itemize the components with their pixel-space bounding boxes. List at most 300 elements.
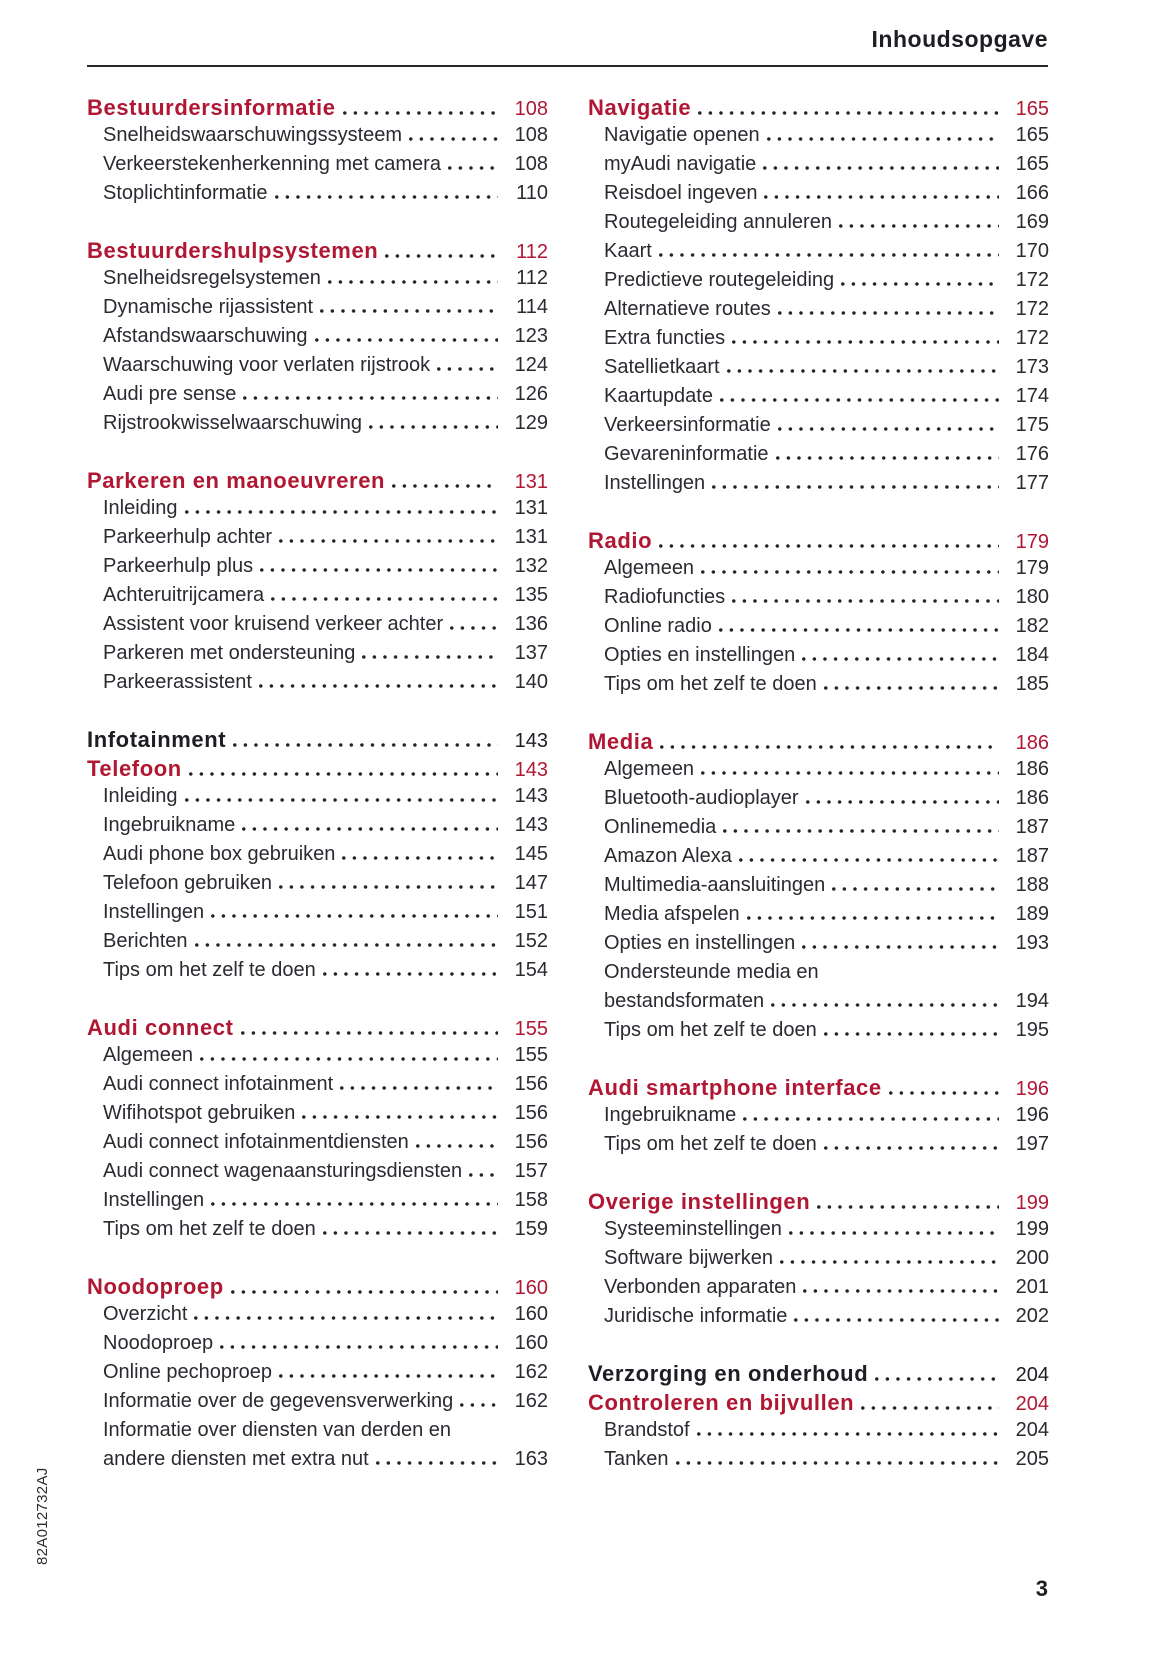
toc-entry <box>87 1073 548 1102</box>
page-header <box>87 26 1048 67</box>
toc-entry <box>87 1044 548 1073</box>
toc-entry-page: 187 <box>1015 845 1049 867</box>
toc-entry-label: Audi pre sense <box>103 383 237 405</box>
toc-entry-page: 187 <box>1015 816 1049 838</box>
dot-leader <box>242 827 498 831</box>
toc-entry-page: 154 <box>514 959 548 981</box>
toc-entry-page: 123 <box>514 325 548 347</box>
toc-entry <box>588 816 1049 845</box>
toc-entry <box>87 642 548 671</box>
toc-entry-page: 188 <box>1015 874 1049 896</box>
toc-section-title: Telefoon <box>87 756 182 781</box>
toc-entry-label: Amazon Alexa <box>604 845 732 867</box>
toc-entry-page: 177 <box>1015 472 1049 494</box>
dot-leader <box>409 137 498 141</box>
toc-section-title: Bestuurdershulpsystemen <box>87 238 379 263</box>
toc-columns <box>87 95 1048 1477</box>
dot-leader <box>701 771 999 775</box>
toc-entry-label: Onlinemedia <box>604 816 717 838</box>
toc-entry <box>588 758 1049 787</box>
dot-leader <box>778 427 999 431</box>
dot-leader <box>720 398 999 402</box>
toc-entry-page: 165 <box>1015 124 1049 146</box>
toc-entry <box>588 845 1049 874</box>
dot-leader <box>763 166 999 170</box>
toc-entry-label: Media afspelen <box>604 903 740 925</box>
toc-entry-label: Gevareninformatie <box>604 443 769 465</box>
toc-section-header <box>87 238 548 267</box>
toc-entry-page: 151 <box>514 901 548 923</box>
toc-section-bestuurdersinformatie <box>87 95 548 211</box>
toc-entry-page: 202 <box>1015 1305 1049 1327</box>
toc-entry <box>87 1102 548 1131</box>
toc-entry <box>588 1305 1049 1334</box>
toc-entry-page: 204 <box>1015 1419 1049 1441</box>
toc-entry-label: Parkeren met ondersteuning <box>103 642 356 664</box>
toc-entry-label: Noodoproep <box>103 1332 214 1354</box>
dot-leader <box>185 510 498 514</box>
toc-section-title: Navigatie <box>588 95 692 120</box>
toc-entry-label: Juridische informatie <box>604 1305 788 1327</box>
dot-leader <box>780 1260 999 1264</box>
dot-leader <box>832 887 999 891</box>
toc-entry-page: 165 <box>1015 153 1049 175</box>
dot-leader <box>889 1091 999 1095</box>
toc-entry <box>588 327 1049 356</box>
toc-entry <box>87 814 548 843</box>
toc-entry-page: 176 <box>1015 443 1049 465</box>
toc-entry-page: 156 <box>514 1102 548 1124</box>
toc-section-header <box>588 1390 1049 1419</box>
dot-leader <box>743 1117 999 1121</box>
toc-entry-label: andere diensten met extra nut <box>103 1448 369 1470</box>
toc-entry-page: 147 <box>514 872 548 894</box>
toc-entry-page: 156 <box>514 1073 548 1095</box>
toc-column-left <box>87 95 548 1477</box>
dot-leader <box>701 570 999 574</box>
toc-entry <box>87 296 548 325</box>
toc-entry <box>87 1361 548 1390</box>
toc-entry-label: Kaartupdate <box>604 385 713 407</box>
toc-entry-page: 108 <box>514 153 548 175</box>
toc-section-header <box>588 528 1049 557</box>
toc-entry-page: 163 <box>514 1448 548 1470</box>
toc-entry-label: Inleiding <box>103 785 178 807</box>
toc-section-title: Radio <box>588 528 653 553</box>
toc-entry <box>87 901 548 930</box>
toc-entry-label: Informatie over de gegevensverwerking <box>103 1390 454 1412</box>
dot-leader <box>416 1144 498 1148</box>
toc-entry-label: Inleiding <box>103 497 178 519</box>
toc-entry-page: 197 <box>1015 1133 1049 1155</box>
dot-leader <box>767 137 999 141</box>
toc-section-header <box>588 729 1049 758</box>
toc-section-title: Infotainment <box>87 727 227 752</box>
toc-entry <box>87 1419 548 1448</box>
toc-entry-page: 166 <box>1015 182 1049 204</box>
dot-leader <box>279 885 498 889</box>
toc-entry-label: Waarschuwing voor verlaten rijstrook <box>103 354 431 376</box>
toc-entry-label: Ingebruikname <box>604 1104 737 1126</box>
toc-entry <box>87 383 548 412</box>
toc-entry-label: Wifihotspot gebruiken <box>103 1102 296 1124</box>
toc-entry-page: 172 <box>1015 327 1049 349</box>
toc-entry-page: 110 <box>516 182 548 204</box>
toc-entry <box>588 1133 1049 1162</box>
toc-entry <box>588 414 1049 443</box>
dot-leader <box>794 1318 999 1322</box>
toc-section-parkeren-en-manoeuvreren <box>87 468 548 700</box>
dot-leader <box>841 282 999 286</box>
toc-entry-label: Opties en instellingen <box>604 932 796 954</box>
toc-entry-page: 186 <box>1015 787 1049 809</box>
toc-entry-label: Afstandswaarschuwing <box>103 325 308 347</box>
toc-entry <box>588 240 1049 269</box>
toc-entry-label: Satellietkaart <box>604 356 720 378</box>
toc-entry-label: Berichten <box>103 930 188 952</box>
dot-leader <box>824 686 999 690</box>
toc-entry-page: 194 <box>1015 990 1049 1012</box>
dot-leader <box>806 800 999 804</box>
toc-entry <box>588 903 1049 932</box>
toc-entry-label: Tips om het zelf te doen <box>103 959 316 981</box>
dot-leader <box>712 485 999 489</box>
toc-section-header <box>588 95 1049 124</box>
toc-entry-label: Snelheidswaarschuwingssysteem <box>103 124 403 146</box>
toc-entry <box>588 211 1049 240</box>
toc-entry-label: Instellingen <box>103 1189 205 1211</box>
toc-entry-label: Brandstof <box>604 1419 690 1441</box>
toc-section-page: 196 <box>1015 1078 1049 1100</box>
toc-entry-label: Algemeen <box>604 557 695 579</box>
dot-leader <box>824 1146 999 1150</box>
toc-entry-page: 173 <box>1015 356 1049 378</box>
toc-entry <box>87 1448 548 1477</box>
toc-entry <box>588 1247 1049 1276</box>
toc-entry-label: Tips om het zelf te doen <box>103 1218 316 1240</box>
dot-leader <box>302 1115 498 1119</box>
toc-entry-label: Informatie over diensten van derden en <box>103 1419 451 1441</box>
dot-leader <box>343 111 498 115</box>
toc-section-header <box>588 1189 1049 1218</box>
dot-leader <box>460 1403 498 1407</box>
toc-section-title: Audi connect <box>87 1015 234 1040</box>
toc-section-header <box>87 756 548 785</box>
dot-leader <box>194 1316 498 1320</box>
toc-page <box>87 26 1048 1477</box>
toc-entry-page: 140 <box>514 671 548 693</box>
dot-leader <box>220 1345 498 1349</box>
toc-entry <box>588 1104 1049 1133</box>
toc-section-title: Audi smartphone interface <box>588 1075 882 1100</box>
toc-entry <box>87 124 548 153</box>
toc-section-page: 143 <box>514 730 548 752</box>
toc-entry <box>87 497 548 526</box>
toc-entry-label: Opties en instellingen <box>604 644 796 666</box>
toc-entry-page: 185 <box>1015 673 1049 695</box>
toc-entry-page: 136 <box>514 613 548 635</box>
page-title: Inhoudsopgave <box>871 26 1048 52</box>
toc-entry <box>87 1218 548 1247</box>
toc-entry-label: Assistent voor kruisend verkeer achter <box>103 613 444 635</box>
toc-section-controleren-en-bijvullen <box>588 1390 1049 1477</box>
toc-entry-label: Stoplichtinformatie <box>103 182 268 204</box>
toc-entry-page: 131 <box>514 526 548 548</box>
toc-entry <box>87 1332 548 1361</box>
toc-entry-page: 135 <box>514 584 548 606</box>
toc-entry-label: Achteruitrijcamera <box>103 584 265 606</box>
toc-entry-label: Ondersteunde media en <box>604 961 819 983</box>
toc-entry-page: 108 <box>514 124 548 146</box>
toc-entry <box>588 1419 1049 1448</box>
dot-leader <box>659 544 999 548</box>
dot-leader <box>200 1057 498 1061</box>
dot-leader <box>450 626 498 630</box>
toc-entry-label: Kaart <box>604 240 652 262</box>
toc-entry-page: 145 <box>514 843 548 865</box>
toc-entry-label: Alternatieve routes <box>604 298 771 320</box>
toc-section-page: 108 <box>514 98 548 120</box>
dot-leader <box>392 484 498 488</box>
toc-entry-page: 160 <box>514 1332 548 1354</box>
toc-entry <box>588 472 1049 501</box>
toc-entry-page: 162 <box>514 1361 548 1383</box>
toc-entry-label: Multimedia-aansluitingen <box>604 874 826 896</box>
page-number: 3 <box>1035 1576 1048 1601</box>
dot-leader <box>271 597 498 601</box>
toc-entry <box>588 1448 1049 1477</box>
toc-entry-page: 152 <box>514 930 548 952</box>
toc-section-header <box>588 1361 1049 1390</box>
toc-entry <box>588 586 1049 615</box>
toc-entry-page: 158 <box>514 1189 548 1211</box>
toc-entry-label: Tips om het zelf te doen <box>604 1019 817 1041</box>
toc-entry-page: 143 <box>514 785 548 807</box>
toc-section-header <box>87 95 548 124</box>
toc-section-page: 112 <box>516 241 548 263</box>
toc-entry <box>588 269 1049 298</box>
toc-entry <box>87 412 548 441</box>
dot-leader <box>275 195 498 199</box>
toc-section-page: 155 <box>514 1018 548 1040</box>
dot-leader <box>315 338 498 342</box>
dot-leader <box>802 945 999 949</box>
dot-leader <box>824 1032 999 1036</box>
toc-entry-page: 126 <box>514 383 548 405</box>
toc-entry-page: 201 <box>1015 1276 1049 1298</box>
toc-entry-page: 184 <box>1015 644 1049 666</box>
toc-section-title: Controleren en bijvullen <box>588 1390 855 1415</box>
dot-leader <box>732 340 999 344</box>
toc-section-verzorging-en-onderhoud <box>588 1361 1049 1390</box>
toc-entry <box>87 526 548 555</box>
toc-entry-page: 137 <box>514 642 548 664</box>
dot-leader <box>279 1374 498 1378</box>
toc-entry <box>87 584 548 613</box>
toc-entry-page: 131 <box>514 497 548 519</box>
spine-code: 82A012732AJ <box>34 1467 51 1565</box>
dot-leader <box>771 1003 999 1007</box>
dot-leader <box>323 972 498 976</box>
toc-section-header <box>87 727 548 756</box>
toc-entry <box>588 1218 1049 1247</box>
toc-entry <box>87 1390 548 1419</box>
dot-leader <box>385 254 498 258</box>
toc-entry-label: Routegeleiding annuleren <box>604 211 832 233</box>
dot-leader <box>659 253 999 257</box>
toc-section-header <box>87 468 548 497</box>
toc-entry-label: bestandsformaten <box>604 990 765 1012</box>
dot-leader <box>719 628 999 632</box>
toc-entry-label: Dynamische rijassistent <box>103 296 314 318</box>
dot-leader <box>660 745 999 749</box>
toc-entry-label: Algemeen <box>103 1044 194 1066</box>
toc-section-page: 143 <box>514 759 548 781</box>
dot-leader <box>802 657 999 661</box>
toc-entry-label: Telefoon gebruiken <box>103 872 273 894</box>
toc-entry-page: 196 <box>1015 1104 1049 1126</box>
toc-section-header <box>588 1075 1049 1104</box>
toc-entry-page: 162 <box>514 1390 548 1412</box>
toc-section-header <box>87 1015 548 1044</box>
toc-section-page: 204 <box>1015 1364 1049 1386</box>
toc-entry-label: Audi connect wagenaansturingsdiensten <box>103 1160 463 1182</box>
toc-entry <box>588 124 1049 153</box>
dot-leader <box>676 1461 1000 1465</box>
toc-section-title: Noodoproep <box>87 1274 224 1299</box>
toc-entry-label: Online radio <box>604 615 712 637</box>
toc-entry <box>588 153 1049 182</box>
toc-entry-page: 159 <box>514 1218 548 1240</box>
toc-entry-page: 124 <box>514 354 548 376</box>
toc-entry-page: 143 <box>514 814 548 836</box>
toc-entry-label: Ingebruikname <box>103 814 236 836</box>
toc-entry-page: 200 <box>1015 1247 1049 1269</box>
toc-section-page: 204 <box>1015 1393 1049 1415</box>
toc-entry-label: Software bijwerken <box>604 1247 773 1269</box>
toc-section-media <box>588 729 1049 1048</box>
toc-entry-page: 179 <box>1015 557 1049 579</box>
toc-entry-label: myAudi navigatie <box>604 153 757 175</box>
toc-entry <box>87 325 548 354</box>
toc-entry <box>588 961 1049 990</box>
dot-leader <box>698 111 999 115</box>
dot-leader <box>195 943 499 947</box>
toc-entry <box>588 615 1049 644</box>
toc-entry-label: Rijstrookwisselwaarschuwing <box>103 412 362 434</box>
toc-entry-label: Parkeerassistent <box>103 671 252 693</box>
toc-entry <box>588 298 1049 327</box>
dot-leader <box>803 1289 999 1293</box>
toc-entry-label: Systeeminstellingen <box>604 1218 782 1240</box>
toc-entry-page: 112 <box>516 267 548 289</box>
toc-entry-label: Radiofuncties <box>604 586 726 608</box>
toc-entry <box>87 959 548 988</box>
dot-leader <box>243 396 498 400</box>
toc-entry-page: 193 <box>1015 932 1049 954</box>
toc-entry <box>588 644 1049 673</box>
toc-entry-page: 175 <box>1015 414 1049 436</box>
toc-entry-page: 189 <box>1015 903 1049 925</box>
toc-entry-label: Verbonden apparaten <box>604 1276 797 1298</box>
toc-entry-page: 172 <box>1015 298 1049 320</box>
toc-entry <box>588 932 1049 961</box>
toc-entry-label: Verkeerstekenherkenning met camera <box>103 153 441 175</box>
toc-entry <box>87 1303 548 1332</box>
toc-entry <box>87 555 548 584</box>
toc-entry-label: Audi connect infotainmentdiensten <box>103 1131 409 1153</box>
toc-entry-page: 155 <box>514 1044 548 1066</box>
toc-section-title: Parkeren en manoeuvreren <box>87 468 386 493</box>
toc-entry-page: 172 <box>1015 269 1049 291</box>
toc-entry <box>87 354 548 383</box>
dot-leader <box>189 772 498 776</box>
toc-section-noodoproep <box>87 1274 548 1477</box>
toc-section-audi-smartphone-interface <box>588 1075 1049 1162</box>
dot-leader <box>778 311 999 315</box>
toc-entry <box>588 557 1049 586</box>
dot-leader <box>260 568 498 572</box>
toc-entry-page: 195 <box>1015 1019 1049 1041</box>
toc-entry <box>588 182 1049 211</box>
toc-entry-label: Reisdoel ingeven <box>604 182 758 204</box>
toc-entry-page: 114 <box>516 296 548 318</box>
dot-leader <box>789 1231 999 1235</box>
dot-leader <box>233 743 498 747</box>
toc-section-radio <box>588 528 1049 702</box>
toc-entry <box>588 1276 1049 1305</box>
toc-entry-page: 199 <box>1015 1218 1049 1240</box>
dot-leader <box>776 456 999 460</box>
dot-leader <box>340 1086 498 1090</box>
toc-entry-page: 157 <box>514 1160 548 1182</box>
toc-section-navigatie <box>588 95 1049 501</box>
dot-leader <box>231 1290 498 1294</box>
toc-entry <box>588 356 1049 385</box>
toc-entry <box>87 1131 548 1160</box>
dot-leader <box>727 369 999 373</box>
toc-entry <box>588 787 1049 816</box>
toc-section-infotainment <box>87 727 548 756</box>
dot-leader <box>739 858 999 862</box>
toc-section-title: Overige instellingen <box>588 1189 811 1214</box>
toc-entry <box>87 613 548 642</box>
toc-entry <box>87 785 548 814</box>
toc-entry-page: 169 <box>1015 211 1049 233</box>
toc-column-right <box>588 95 1049 1477</box>
dot-leader <box>241 1031 498 1035</box>
toc-entry <box>588 443 1049 472</box>
toc-section-title: Verzorging en onderhoud <box>588 1361 869 1386</box>
toc-entry-page: 205 <box>1015 1448 1049 1470</box>
toc-entry-label: Online pechoproep <box>103 1361 273 1383</box>
toc-entry-page: 180 <box>1015 586 1049 608</box>
toc-section-page: 131 <box>514 471 548 493</box>
dot-leader <box>362 655 498 659</box>
toc-section-telefoon <box>87 756 548 988</box>
toc-entry <box>87 182 548 211</box>
toc-section-title: Media <box>588 729 654 754</box>
toc-entry <box>87 671 548 700</box>
toc-section-audi-connect <box>87 1015 548 1247</box>
toc-section-page: 160 <box>514 1277 548 1299</box>
toc-entry <box>588 990 1049 1019</box>
dot-leader <box>469 1173 498 1177</box>
toc-entry-page: 182 <box>1015 615 1049 637</box>
toc-entry <box>87 1160 548 1189</box>
dot-leader <box>323 1231 498 1235</box>
toc-entry-label: Audi phone box gebruiken <box>103 843 336 865</box>
